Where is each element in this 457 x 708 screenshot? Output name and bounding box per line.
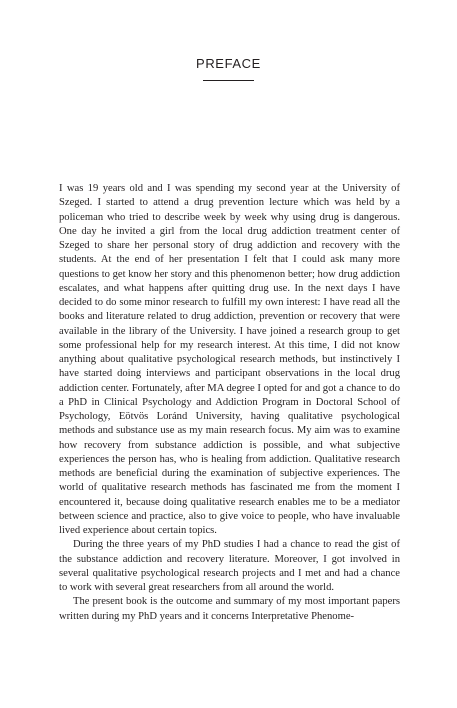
paragraph: I was 19 years old and I was spending my second year at the University of Szeged. I started to attend a drug prevention lecture which was held by a policeman who tried to describe week by week why using drug is dangerous. One day he invited a girl from the local drug addiction treatment center of Szeged to share her personal story of drug addiction and recovery with the students. At the end of her presentation I felt that I could ask many more questions to get know her story and this phenomenon better; how drug addiction escalates, and what happens after quitting drug use. In the next days I have decided to do some minor research to fulfill my own interest: I have read all the books and literature related to drug addiction, prevention or recovery that were available in the library of the University. I have joined a research group to get some professional help for my research interest. At this time, I did not know anything about qualitative psychological research methods, but instinctively I have started doing interviews and participant observations in the local drug addiction center. Fortunately, after MA degree I opted for and got a chance to do a PhD in Clinical Psychology and Addiction Program in Doctoral School of Psychology, Eötvös Loránd University, having qualitative psychological methods and substance use as my main research focus. My aim was to examine how recovery from substance addiction is possible, and what subjective experiences the person has, who is healing from addiction. Qualitative research methods are beneficial during the examination of subjective experiences. The world of qualitative research methods has fascinated me from the moment I encountered it, because doing qualitative research enables me to be a mediator between science and practice, also to give voice to people, who have invaluable lived experience about certain topics.	[59, 183, 400, 536]
page-title: PREFACE	[196, 56, 261, 71]
paragraph: During the three years of my PhD studies I had a chance to read the gist of the substance addiction and recovery literature. Moreover, I got involved in several qualitative psychological research projects and I met and had a chance to work with several great researchers from all around the world.	[59, 539, 400, 593]
paragraph: The present book is the outcome and summary of my most important papers written during my PhD years and it concerns Interpretative Phenome-	[59, 596, 400, 622]
title-rule	[203, 80, 254, 81]
preface-body	[59, 182, 400, 624]
